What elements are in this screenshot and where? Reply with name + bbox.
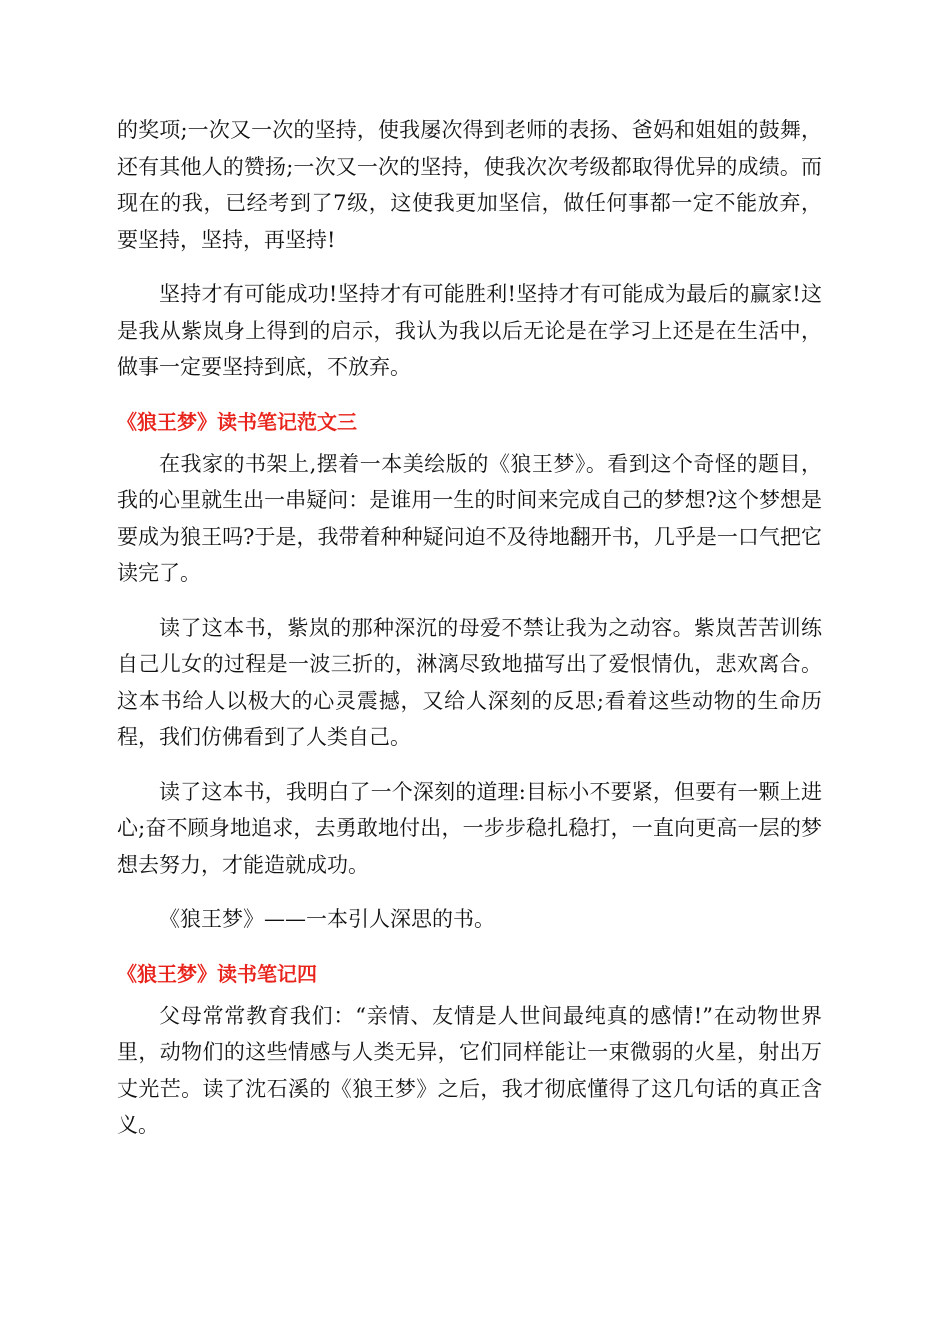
paragraph-lesson-learned: 读了这本书，我明白了一个深刻的道理:目标小不要紧，但要有一颗上进心;奋不顾身地追求，去勇敢地付出，一步步稳扎稳打，一直向更高一层的梦想去努力，才能造就成功。	[117, 779, 822, 877]
paragraph-bookshelf: 在我家的书架上,摆着一本美绘版的《狼王梦》。看到这个奇怪的题目，我的心里就生出一串疑问：是谁用一生的时间来完成自己的梦想?这个梦想是要成为狼王吗?于是，我带着种种疑问迫不及待地翻开书，几乎是一口气把它读完了。	[117, 451, 822, 585]
paragraph-persistence-lesson: 坚持才有可能成功!坚持才有可能胜利!坚持才有可能成为最后的赢家!这是我从紫岚身上得到的启示，我认为我以后无论是在学习上还是在生活中，做事一定要坚持到底，不放弃。	[117, 282, 822, 379]
paragraph-maternal-love: 读了这本书，紫岚的那种深沉的母爱不禁让我为之动容。紫岚苦苦训练自己儿女的过程是一波三折的，淋漓尽致地描写出了爱恨情仇，悲欢离合。这本书给人以极大的心灵震撼，又给人深刻的反思;看着这些动物的生命历程，我们仿佛看到了人类自己。	[117, 615, 822, 749]
paragraph-family-friendship: 父母常常教育我们：“亲情、友情是人世间最纯真的感情!”在动物世界里，动物们的这些情感与人类无异，它们同样能让一束微弱的火星，射出万丈光芒。读了沈石溪的《狼王梦》之后，我才彻底懂得了这几句话的真正含义。	[117, 1003, 822, 1137]
paragraph-persistence-results: 的奖项;一次又一次的坚持，使我屡次得到老师的表扬、爸妈和姐姐的鼓舞，还有其他人的赞扬;一次又一次的坚持，使我次次考级都取得优异的成绩。而现在的我，已经考到了7级，这使我更加坚信，做任何事都一定不能放弃，要坚持，坚持，再坚持!	[117, 118, 822, 252]
section-heading-sample-three: 《狼王梦》读书笔记范文三	[117, 409, 357, 434]
paragraph-summary-line: 《狼王梦》——一本引人深思的书。	[159, 907, 495, 931]
document-page	[117, 112, 822, 1162]
section-heading-note-four: 《狼王梦》读书笔记四	[117, 961, 317, 986]
